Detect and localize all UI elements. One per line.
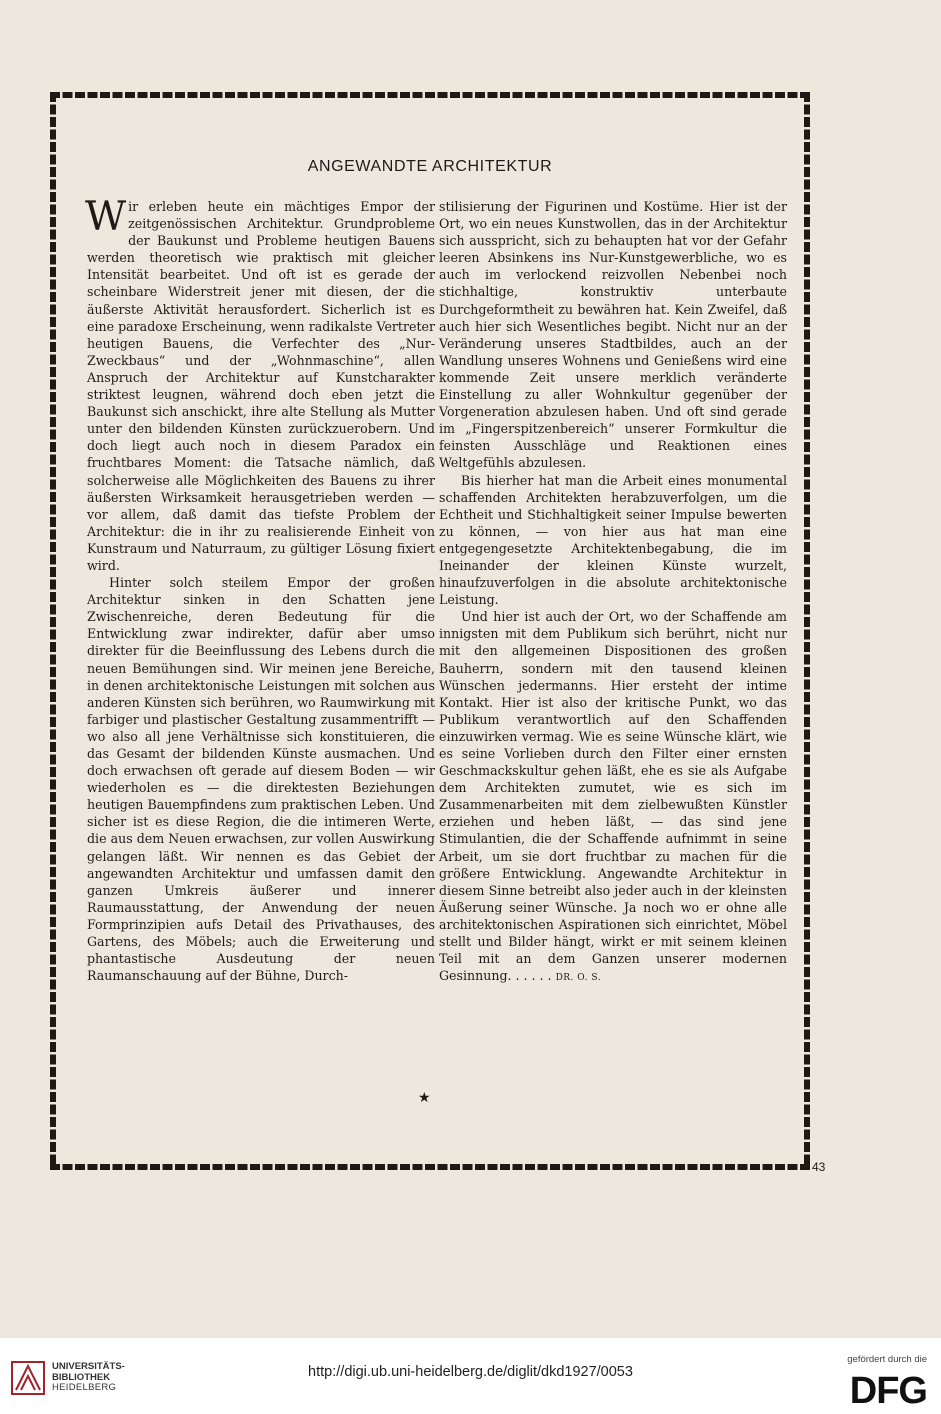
- funded-by-label: gefördert durch die: [847, 1354, 927, 1365]
- author-signature: DR. O. S.: [555, 973, 602, 984]
- decorative-frame-right: [804, 92, 810, 1170]
- article-title: ANGEWANDTE ARCHITEKTUR: [307, 158, 553, 175]
- text-column-right: [439, 198, 787, 987]
- paragraph: Hinter solch steilem Empor der großen Architektur sinken in den Schatten jene Zwischenreiche, deren Bedeutung für die Entwicklung zwar indirekter, dafür aber umso direkter für die Beeinflussung des Lebens durch die neuen Bemühungen sind. Wir meinen jene Bereiche, in denen architektonische Leistungen mit solchen aus anderen Künsten sich berühren, wo Raumwirkung mit farbiger und plastischer Gestaltung zusammentrifft — wo also all jene Verhältnisse sich konstituieren, die das Gesamt der bildenden Künste ausmachen. Und doch erwachsen oft gerade auf diesem Boden — wir wiederholen es — die direktesten Beziehungen heutigen Bauempfindens zum praktischen Leben. Und sicher ist es diese Region, die die intimeren Werte, die aus dem Neuen erwachsen, zur vollen Auswirkung gelangen läßt. Wir nennen es das Gebiet der angewandten Architektur und umfassen damit den ganzen Umkreis äußerer und innerer Raumausstattung, der Anwendung der neuen Formprinzipien aufs Detail des Privathauses, des Gartens, des Möbels; auch die Erweiterung und phantastische Ausdeutung der neuen Raumanschauung auf der Bühne, Durch-: [87, 575, 435, 984]
- text-column-left: [85, 194, 435, 984]
- paragraph: [439, 608, 787, 987]
- decorative-frame-bottom: [50, 1164, 810, 1170]
- star-icon: ★: [418, 1090, 431, 1106]
- paragraph: stilisierung der Figurinen und Kostüme. Hier ist der Ort, wo ein neues Kunstwollen, das in der Architektur sich ausspricht, sich zu behaupten hat vor der Gefahr leeren Absinkens ins Nur-Kunstgewerbliche, wo es auch im verlockend reizvollen Nebenbei noch stichhaltige, konstruktiv unterbaute Durchgeformtheit zu bewähren hat. Kein Zweifel, daß auch hier sich Wesentliches begibt. Nicht nur an der Veränderung unseres Stadtbildes, auch an der Wandlung unseres Wohnens und Genießens wird eine kommende Zeit unsere merklich veränderte Einstellung zu aller Wohnkultur gegenüber der Vorgeneration abzulesen haben. Und oft sind gerade im „Fingerspitzenbereich“ unserer Formkultur die feinsten Ausschläge und Reaktionen eines Weltgefühls abzulesen.: [439, 199, 787, 471]
- library-name-line: HEIDELBERG: [52, 1382, 117, 1393]
- paragraph: [85, 194, 435, 574]
- page-number: 43: [812, 1160, 826, 1174]
- permalink-url[interactable]: http://digi.ub.uni-heidelberg.de/diglit/dkd1927/0053: [308, 1364, 633, 1380]
- paragraph: Bis hierher hat man die Arbeit eines monumental schaffenden Architekten herabzuverfolgen, um die Echtheit und Stichhaltigkeit seiner Impulse bewerten zu können, — von hier aus hat man eine entgegengesetzte Architektenbegabung, die im Ineinander der kleinen Künste wurzelt, hinaufzuverfolgen in die absolute architektonische Leistung.: [439, 472, 787, 608]
- drop-cap: W: [85, 194, 127, 240]
- paragraph-text: Und hier ist auch der Ort, wo der Schaffende am innigsten mit dem Publikum sich berührt, nicht nur mit den allgemeinen Dispositionen des großen Bauherrn, sondern mit den tausend kleinen Wünschen jedermanns. Hier ersteht der intime Kontakt. Hier ist also der kritische Punkt, wo das Publikum verantwortlich auf den Schaffenden einzuwirken vermag. Wie es seine Wünsche klärt, wie es seine Vorlieben durch den Filter einer ernsten Geschmackskultur gehen läßt, ehe es sie als Aufgabe dem Architekten zumutet, wie es sich im Zusammenarbeiten mit dem zielbewußten Künstler erziehen und heben läßt, — das sind jene Stimulantien, die der Schaffende aufnimmt in seine Arbeit, um sie dort fruchtbar zu machen für die größere Entwicklung. Angewandte Architektur in diesem Sinne betreibt also jeder auch in der kleinsten Äußerung seiner Wünsche. Ja noch wo er ohne alle architektonischen Aspirationen sich einrichtet, Möbel stellt und Bilder hängt, wirkt er mit seinem kleinen Teil mit an dem Ganzen unserer modernen Gesinnung. . . . . .: [439, 609, 787, 984]
- footer-bar: [0, 1338, 941, 1414]
- dfg-logo[interactable]: DFG: [849, 1370, 927, 1412]
- decorative-frame-left: [50, 92, 56, 1170]
- library-name-line: BIBLIOTHEK: [52, 1371, 111, 1383]
- decorative-frame-top: [50, 92, 810, 98]
- paragraph-text: ir erleben heute ein mächtiges Empor der zeitgenössischen Architektur. Grundprobleme der Baukunst und Probleme heutigen Bauens werden theoretisch wie praktisch mit gleicher Intensität bearbeitet. Und oft ist es gerade der scheinbare Widerstreit jener mit diesen, der die äußerste Aktivität herausfordert. Sicherlich ist es eine paradoxe Erscheinung, wenn radikalste Vertreter heutigen Bauens, die Verfechter des „Nur-Zweckbaus“ und der „Wohnmaschine“, allen Anspruch der Architektur auf Kunstcharakter striktest leugnen, während doch eben jetzt die Baukunst sich anschickt, ihre alte Stellung als Mutter unter den bildenden Künsten zurückzuerobern. Und doch liegt auch noch in diesem Paradox ein fruchtbares Moment: die Tatsache nämlich, daß solcherweise alle Möglichkeiten des Bauens zu ihrer äußersten Wirksamkeit herausgetrieben werden — vor allem, daß damit das tiefste Problem der Architektur: die in ihr zu realisierende Einheit von Kunstraum und Naturraum, zu gültiger Lösung fixiert wird.: [87, 199, 435, 573]
- library-name-line: UNIVERSITÄTS-: [52, 1361, 125, 1372]
